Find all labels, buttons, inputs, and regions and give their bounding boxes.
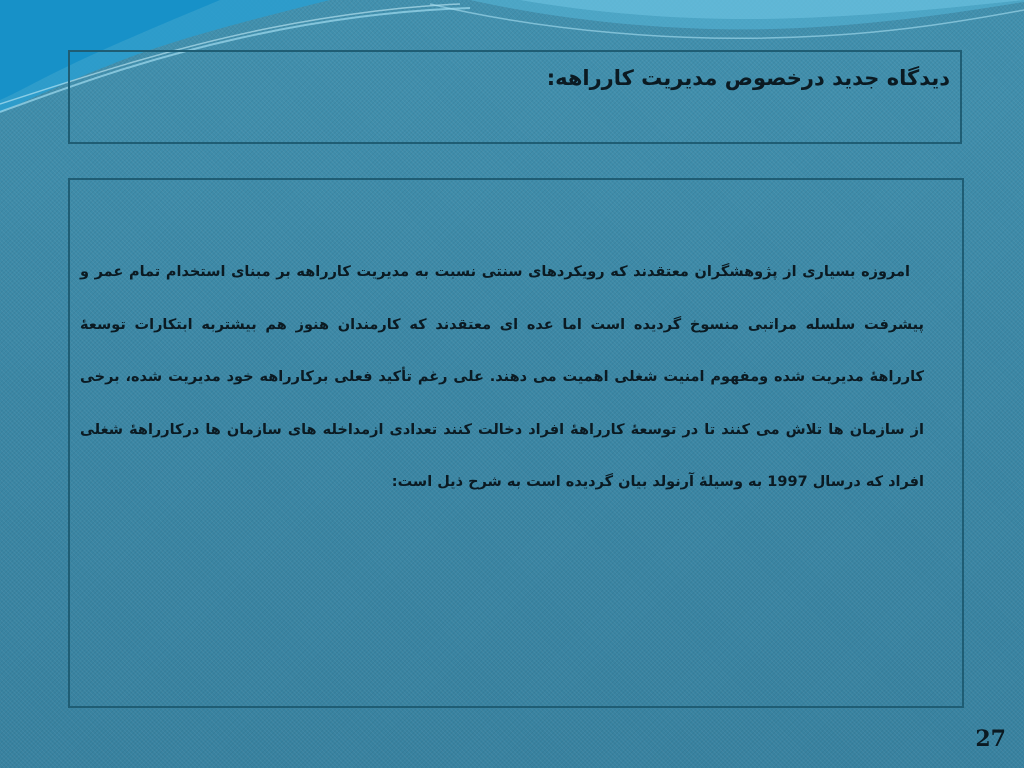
page-number: 27: [975, 726, 1006, 752]
title-box: [68, 50, 962, 144]
slide-title: دیدگاه جدید درخصوص مدیریت کارراهه:: [546, 66, 950, 90]
content-box: [68, 178, 964, 708]
body-paragraph: امروزه بسیاری از پژوهشگران معتقدند که رویکردهای سنتی نسبت به مدیریت کارراهه بر مبنای استخدام تمام عمر و پیشرفت سلسله مراتبی منسوخ گردیده است اما عده ای معتقدند که کارمندان هنوز هم بیشتربه ابتکارات توسعۀ کارراهۀ مدیریت شده ومفهوم امنیت شغلی اهمیت می دهند. علی رغم تأکید فعلی برکارراهه خود مدیریت شده، برخی از سازمان ها تلاش می کنند تا در توسعۀ کارراهۀ افراد دخالت کنند تعدادی ازمداخله های سازمان ها درکارراهۀ شغلی افراد که درسال 1997 به وسیلۀ آرنولد بیان گردیده است به شرح ذیل است:: [80, 264, 924, 490]
